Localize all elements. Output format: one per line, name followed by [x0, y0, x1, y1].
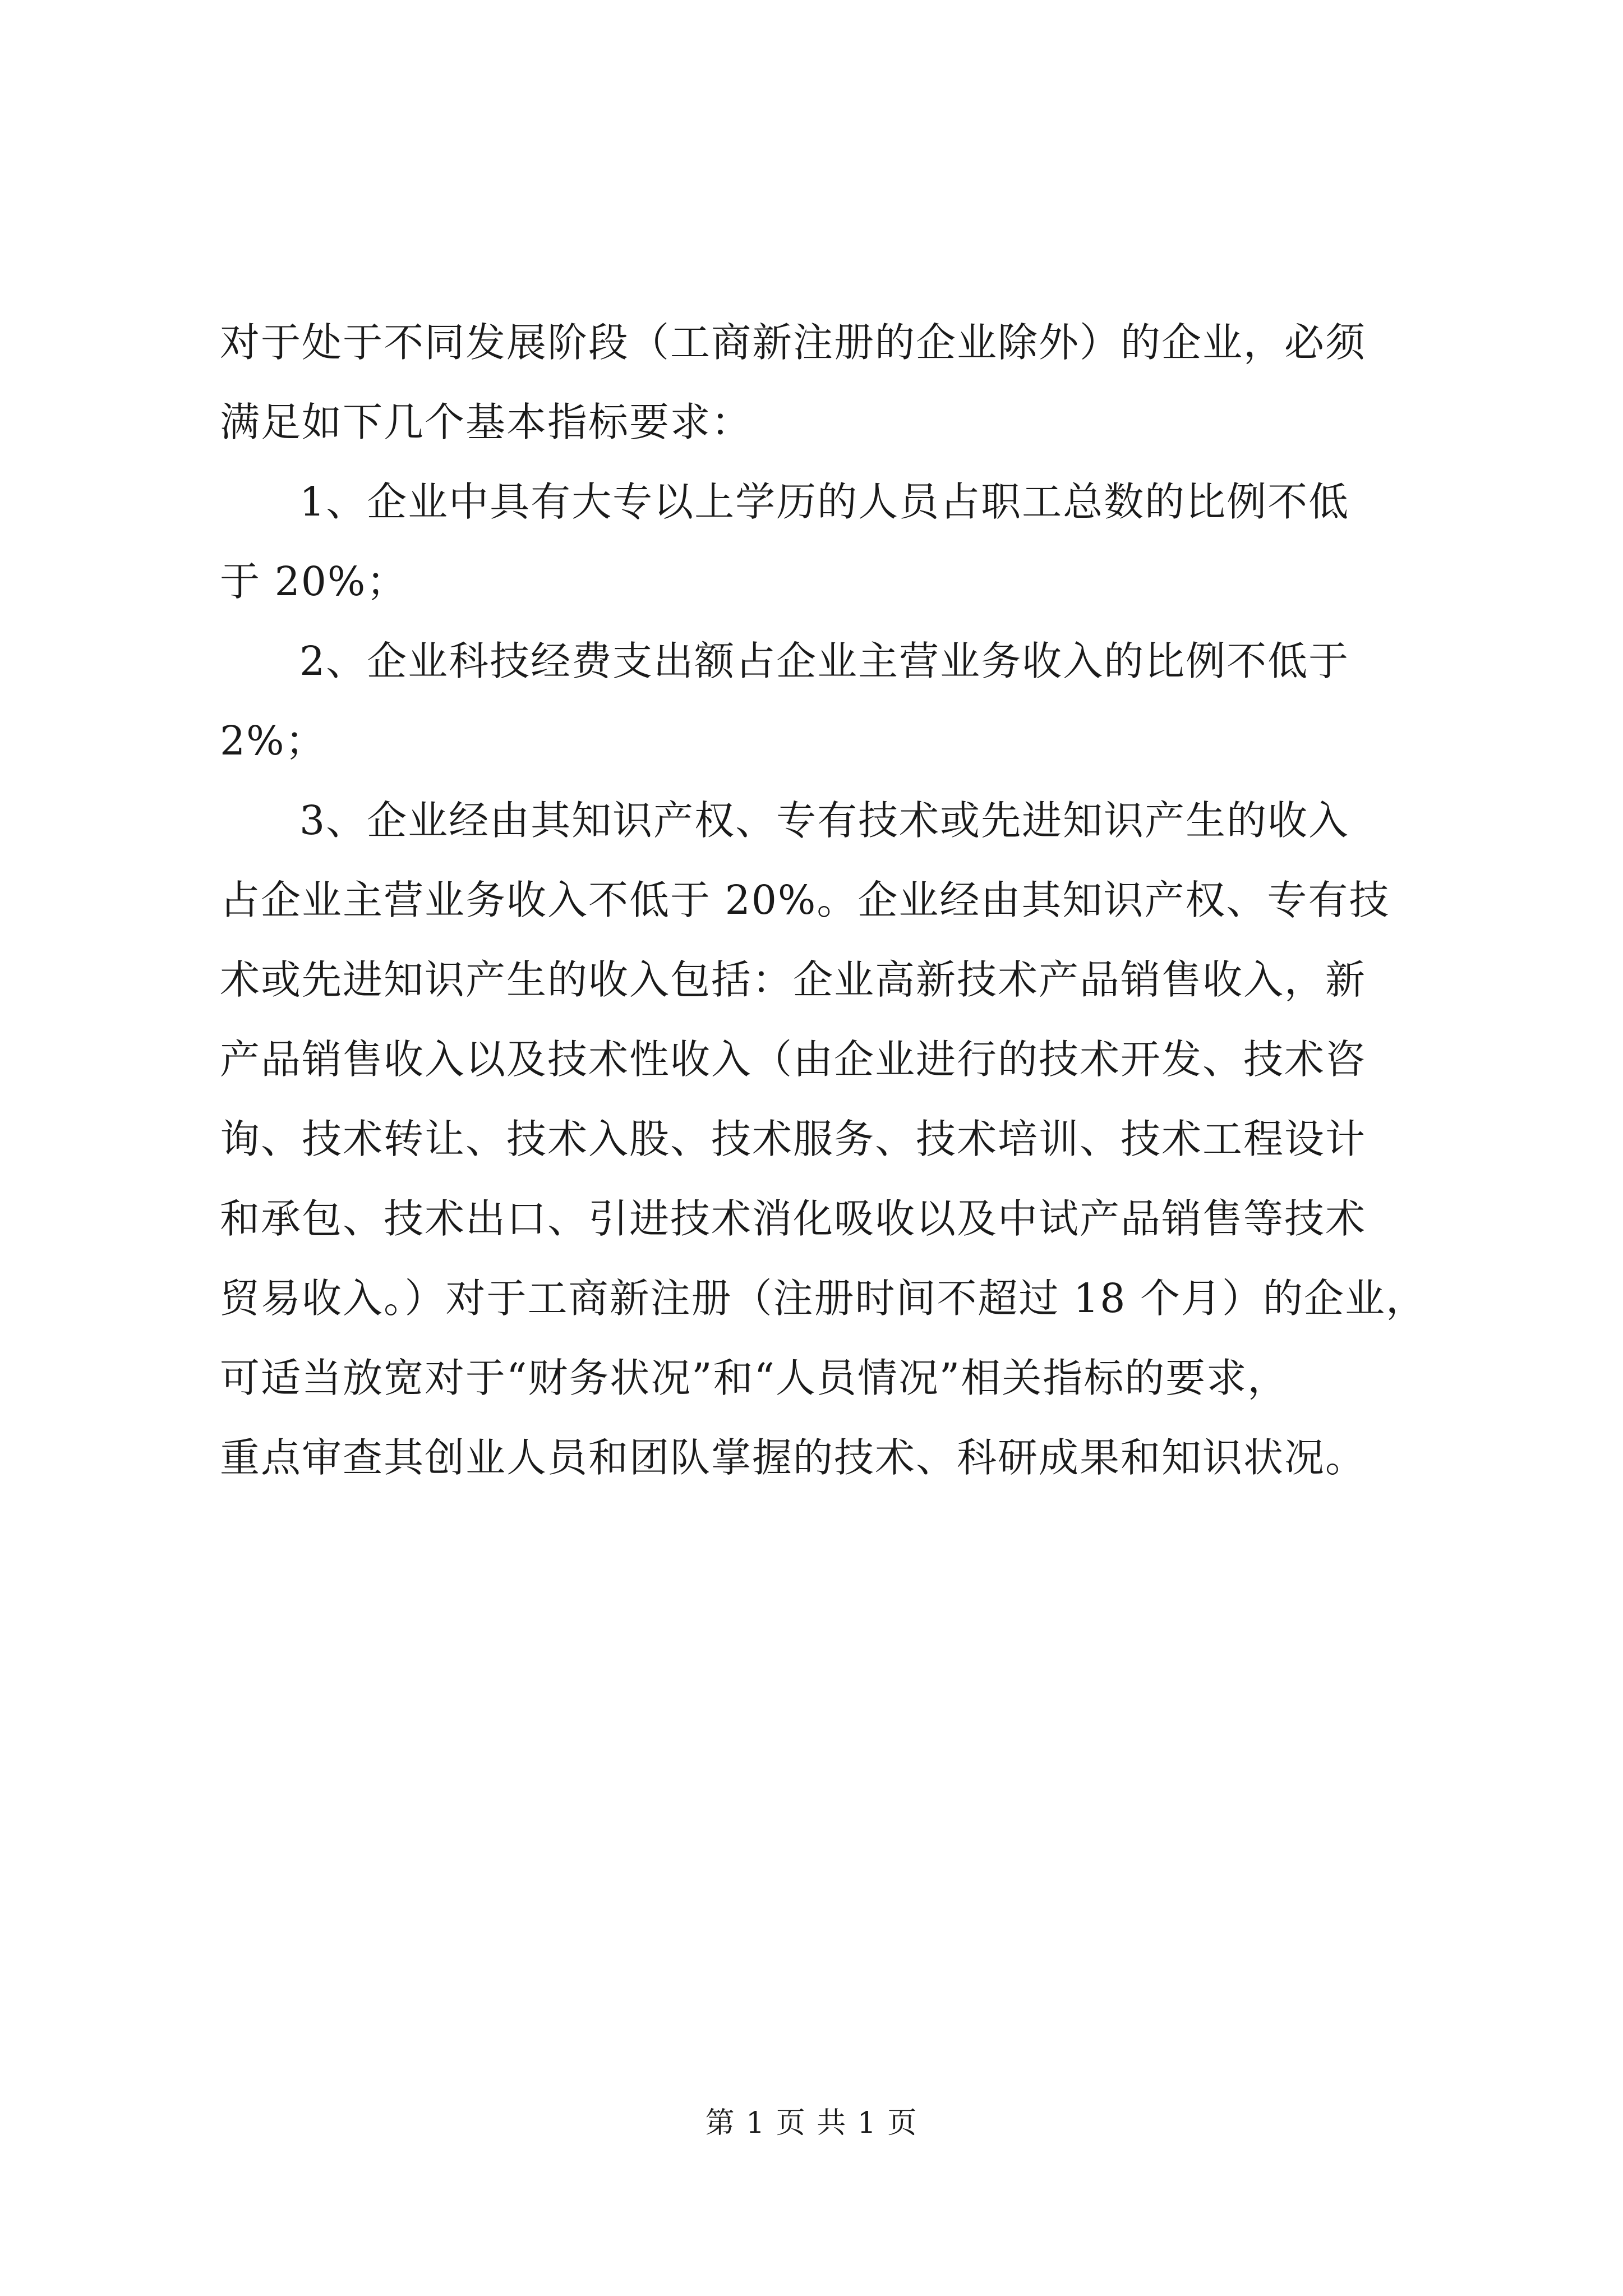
text-line-10: 产品销售收入以及技术性收入（由企业进行的技术开发、技术咨	[220, 1036, 1367, 1083]
text-line-5: 2、企业科技经费支出额占企业主营业务收入的比例不低于	[299, 638, 1350, 684]
text-line-1: 对于处于不同发展阶段（工商新注册的企业除外）的企业，必须	[220, 319, 1367, 366]
text-line-9: 术或先进知识产生的收入包括：企业高新技术产品销售收入，新	[220, 956, 1367, 1003]
text-line-12: 和承包、技术出口、引进技术消化吸收以及中试产品销售等技术	[220, 1195, 1367, 1242]
text-line-4: 于 20%；	[220, 558, 408, 605]
text-line-13: 贸易收入。）对于工商新注册（注册时间不超过 18 个月）的企业，	[220, 1275, 1427, 1322]
text-line-3: 1、企业中具有大专以上学历的人员占职工总数的比例不低	[299, 478, 1350, 525]
body-text	[220, 303, 1427, 1498]
text-line-11: 询、技术转让、技术入股、技术服务、技术培训、技术工程设计	[220, 1116, 1367, 1162]
text-line-2: 满足如下几个基本指标要求：	[220, 399, 753, 445]
text-line-8: 占企业主营业务收入不低于 20%。企业经由其知识产权、专有技	[220, 877, 1390, 923]
text-line-6: 2%；	[220, 717, 326, 764]
text-line-7: 3、企业经由其知识产权、专有技术或先进知识产生的收入	[299, 797, 1350, 844]
text-line-14: 可适当放宽对于“财务状况”和“人员情况”相关指标的要求，	[220, 1355, 1289, 1401]
page-footer: 第 1 页 共 1 页	[705, 2106, 918, 2140]
text-line-15: 重点审查其创业人员和团队掌握的技术、科研成果和知识状况。	[220, 1434, 1367, 1481]
